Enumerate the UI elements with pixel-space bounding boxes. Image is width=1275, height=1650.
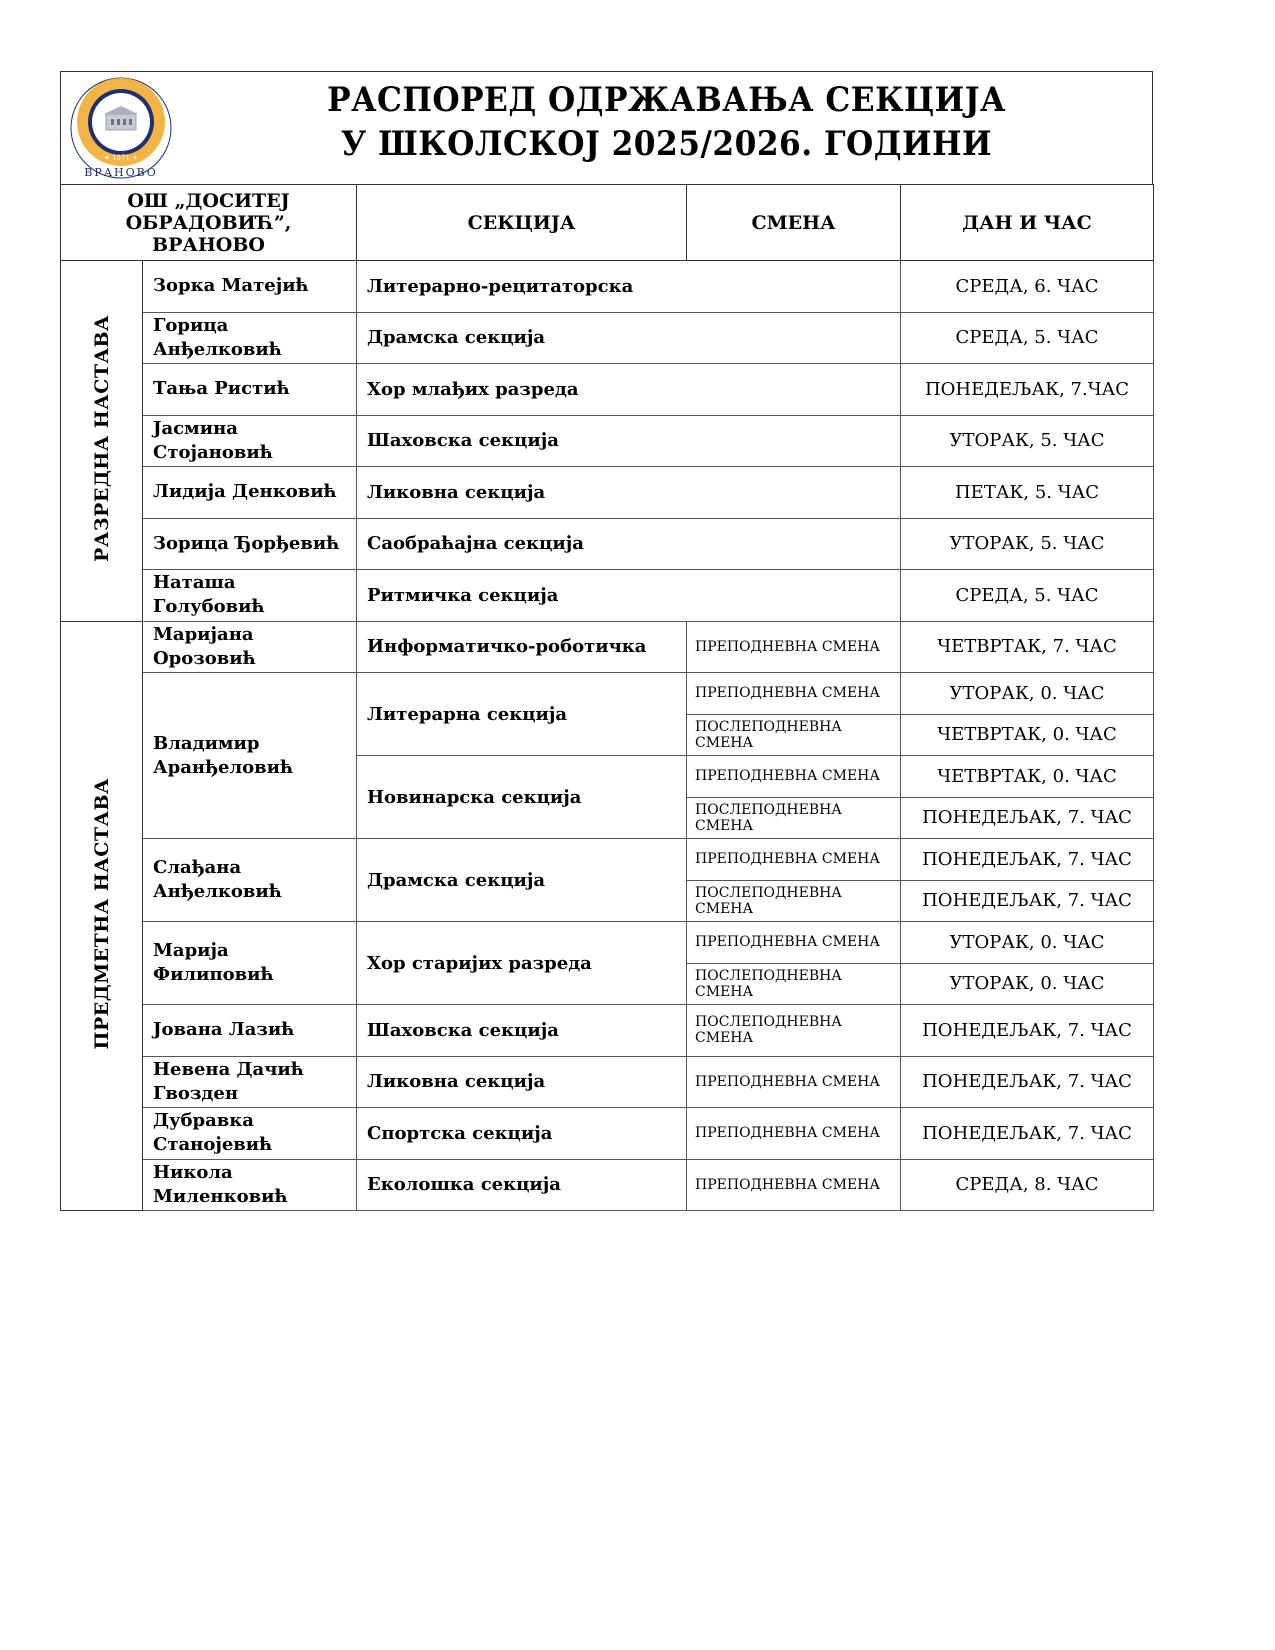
- table-row: [61, 621, 1154, 673]
- day-time-cell: УТОРАК, 5. ЧАС: [901, 415, 1154, 467]
- table-row: [61, 570, 1154, 622]
- day-time-cell: СРЕДА, 5. ЧАС: [901, 570, 1154, 622]
- teacher-cell: Марија Филиповић: [143, 922, 357, 1005]
- teacher-cell: Тања Ристић: [143, 364, 357, 416]
- day-time-cell: ПОНЕДЕЉАК, 7. ЧАС: [901, 797, 1154, 839]
- page-title: [220, 78, 1113, 166]
- shift-cell: ПРЕПОДНЕВНА СМЕНА: [687, 839, 901, 881]
- day-time-cell: УТОРАК, 0. ЧАС: [901, 922, 1154, 964]
- section-cell: Литерарно-рецитаторска: [357, 261, 901, 313]
- column-header-day-time: ДАН И ЧАС: [901, 185, 1154, 261]
- table-row: [61, 839, 1154, 881]
- table-row: [61, 1108, 1154, 1160]
- title-box: [60, 71, 1153, 184]
- day-time-cell: ПОНЕДЕЉАК, 7. ЧАС: [901, 839, 1154, 881]
- table-row: [61, 467, 1154, 519]
- day-time-cell: УТОРАК, 5. ЧАС: [901, 518, 1154, 570]
- day-time-cell: СРЕДА, 6. ЧАС: [901, 261, 1154, 313]
- group-label: РАЗРЕДНА НАСТАВА: [90, 315, 113, 563]
- section-cell: Ликовна секција: [357, 1056, 687, 1108]
- teacher-cell: Маријана Орозовић: [143, 621, 357, 673]
- section-cell: Хор старијих разреда: [357, 922, 687, 1005]
- group-subject: [61, 621, 143, 1211]
- shift-cell: ПРЕПОДНЕВНА СМЕНА: [687, 621, 901, 673]
- table-row: [61, 1005, 1154, 1057]
- teacher-cell: Горица Анђелковић: [143, 312, 357, 364]
- schedule-table: [60, 184, 1154, 1211]
- shift-cell: ПРЕПОДНЕВНА СМЕНА: [687, 1159, 901, 1211]
- day-time-cell: ПОНЕДЕЉАК, 7. ЧАС: [901, 1108, 1154, 1160]
- section-cell: Саобраћајна секција: [357, 518, 901, 570]
- teacher-cell: Зорица Ђорђевић: [143, 518, 357, 570]
- shift-cell: ПОСЛЕПОДНЕВНА СМЕНА: [687, 797, 901, 839]
- section-cell: Ликовна секција: [357, 467, 901, 519]
- teacher-cell: Јована Лазић: [143, 1005, 357, 1057]
- section-cell: Ритмичка секција: [357, 570, 901, 622]
- section-cell: Драмска секција: [357, 312, 901, 364]
- table-row: [61, 364, 1154, 416]
- title-line-2: У ШКОЛСКОЈ 2025/2026. ГОДИНИ: [340, 124, 993, 164]
- day-time-cell: СРЕДА, 8. ЧАС: [901, 1159, 1154, 1211]
- group-primary: [61, 261, 143, 622]
- section-cell: Спортска секција: [357, 1108, 687, 1160]
- schedule-page: [60, 71, 1153, 1211]
- day-time-cell: ЧЕТВРТАК, 0. ЧАС: [901, 756, 1154, 798]
- shift-cell: ПРЕПОДНЕВНА СМЕНА: [687, 922, 901, 964]
- table-row: [61, 518, 1154, 570]
- teacher-cell: Невена Дачић Гвозден: [143, 1056, 357, 1108]
- shift-cell: ПОСЛЕПОДНЕВНА СМЕНА: [687, 1005, 901, 1057]
- day-time-cell: УТОРАК, 0. ЧАС: [901, 673, 1154, 715]
- day-time-cell: УТОРАК, 0. ЧАС: [901, 963, 1154, 1005]
- table-row: [61, 261, 1154, 313]
- group-label: ПРЕДМЕТНА НАСТАВА: [90, 778, 113, 1050]
- section-cell: Еколошка секција: [357, 1159, 687, 1211]
- title-line-1: РАСПОРЕД ОДРЖАВАЊА СЕКЦИЈА: [327, 80, 1006, 120]
- day-time-cell: ПОНЕДЕЉАК, 7.ЧАС: [901, 364, 1154, 416]
- teacher-cell: Никола Миленковић: [143, 1159, 357, 1211]
- column-header-school: ОШ „ДОСИТЕЈ ОБРАДОВИЋ”, ВРАНОВО: [61, 185, 357, 261]
- section-cell: Драмска секција: [357, 839, 687, 922]
- column-header-section: СЕКЦИЈА: [357, 185, 687, 261]
- table-row: [61, 1056, 1154, 1108]
- section-cell: Шаховска секција: [357, 415, 901, 467]
- section-cell: Литерарна секција: [357, 673, 687, 756]
- shift-cell: ПОСЛЕПОДНЕВНА СМЕНА: [687, 880, 901, 922]
- teacher-cell: Владимир Аранђеловић: [143, 673, 357, 839]
- shift-cell: ПОСЛЕПОДНЕВНА СМЕНА: [687, 963, 901, 1005]
- section-cell: Шаховска секција: [357, 1005, 687, 1057]
- svg-text:✦ 1871 ✦: ✦ 1871 ✦: [104, 154, 138, 162]
- shift-cell: ПРЕПОДНЕВНА СМЕНА: [687, 756, 901, 798]
- table-row: [61, 312, 1154, 364]
- day-time-cell: ПОНЕДЕЉАК, 7. ЧАС: [901, 880, 1154, 922]
- svg-text:ВРАНОВО: ВРАНОВО: [84, 166, 158, 179]
- column-header-shift: СМЕНА: [687, 185, 901, 261]
- section-cell: Новинарска секција: [357, 756, 687, 839]
- section-cell: Информатичко-роботичка: [357, 621, 687, 673]
- teacher-cell: Наташа Голубовић: [143, 570, 357, 622]
- table-row: [61, 1159, 1154, 1211]
- table-row: [61, 415, 1154, 467]
- day-time-cell: ПОНЕДЕЉАК, 7. ЧАС: [901, 1056, 1154, 1108]
- teacher-cell: Дубравка Станојевић: [143, 1108, 357, 1160]
- day-time-cell: ЧЕТВРТАК, 7. ЧАС: [901, 621, 1154, 673]
- teacher-cell: Зорка Матејић: [143, 261, 357, 313]
- table-row: [61, 922, 1154, 964]
- table-row: [61, 673, 1154, 715]
- section-cell: Хор млађих разреда: [357, 364, 901, 416]
- teacher-cell: Лидија Денковић: [143, 467, 357, 519]
- shift-cell: ПРЕПОДНЕВНА СМЕНА: [687, 1056, 901, 1108]
- day-time-cell: ПЕТАК, 5. ЧАС: [901, 467, 1154, 519]
- school-logo-icon: [64, 76, 178, 180]
- shift-cell: ПРЕПОДНЕВНА СМЕНА: [687, 1108, 901, 1160]
- day-time-cell: ЧЕТВРТАК, 0. ЧАС: [901, 714, 1154, 756]
- teacher-cell: Јасмина Стојановић: [143, 415, 357, 467]
- shift-cell: ПРЕПОДНЕВНА СМЕНА: [687, 673, 901, 715]
- shift-cell: ПОСЛЕПОДНЕВНА СМЕНА: [687, 714, 901, 756]
- table-header-row: [61, 185, 1154, 261]
- day-time-cell: СРЕДА, 5. ЧАС: [901, 312, 1154, 364]
- day-time-cell: ПОНЕДЕЉАК, 7. ЧАС: [901, 1005, 1154, 1057]
- teacher-cell: Слађана Анђелковић: [143, 839, 357, 922]
